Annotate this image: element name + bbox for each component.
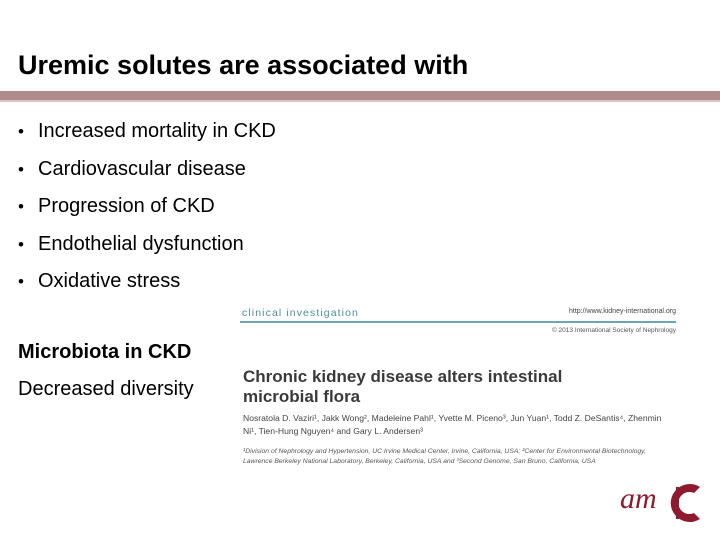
bullet-item	[18, 264, 276, 302]
bullet-text: Oxidative stress	[38, 270, 181, 292]
bullet-icon: •	[18, 159, 24, 179]
amc-logo-text: am	[620, 482, 657, 515]
article-copyright: © 2013 International Society of Nephrology	[551, 327, 676, 334]
bullet-item	[18, 189, 276, 227]
bullet-text: Increased mortality in CKD	[38, 120, 276, 142]
article-affiliations: ¹Division of Nephrology and Hypertension, UC Irvine Medical Center, Irvine, California, USA; ²Center for Environmental Biotechnology, Lawrence Berkeley National Laboratory, Berkeley, California, USA and ³Second Genome, San Bruno, California, USA	[243, 448, 646, 465]
amc-logo-icon	[614, 474, 714, 534]
article-clipping	[232, 306, 682, 476]
bullet-text: Cardiovascular disease	[38, 157, 246, 180]
microbiota-text: Decreased diversity	[18, 378, 194, 400]
article-title: Chronic kidney disease alters intestinal microbial flora	[243, 367, 563, 406]
article-authors: Nosratola D. Vaziri¹, Jakk Wong², Madeleine Pahl¹, Yvette M. Piceno³, Jun Yuan¹, Todd Z. DeSantis⁴, Zhenmin Ni¹, Tien-Hung Nguyen⁴ and Gary L. Andersen³	[243, 413, 662, 436]
bullet-item	[18, 152, 276, 190]
article-header-rule	[240, 321, 676, 323]
bullet-icon: •	[18, 197, 24, 216]
title-divider	[0, 91, 720, 100]
microbiota-heading: Microbiota in CKD	[18, 341, 192, 363]
bullet-text: Progression of CKD	[38, 195, 215, 217]
article-section-label: clinical investigation	[242, 307, 359, 319]
amc-logo-bar	[676, 487, 679, 519]
bullet-item	[18, 227, 276, 265]
bullet-text: Endothelial dysfunction	[38, 232, 244, 255]
article-url: http://www.kidney-international.org	[569, 308, 676, 315]
bullet-list	[18, 114, 276, 302]
bullet-icon: •	[18, 272, 24, 291]
title-divider-shadow	[0, 100, 720, 102]
amc-logo-mark	[671, 484, 700, 522]
bullet-item	[18, 114, 276, 152]
amc-logo	[614, 474, 714, 534]
bullet-icon: •	[18, 122, 24, 141]
bullet-icon: •	[18, 234, 24, 254]
slide-title: Uremic solutes are associated with	[18, 50, 469, 80]
